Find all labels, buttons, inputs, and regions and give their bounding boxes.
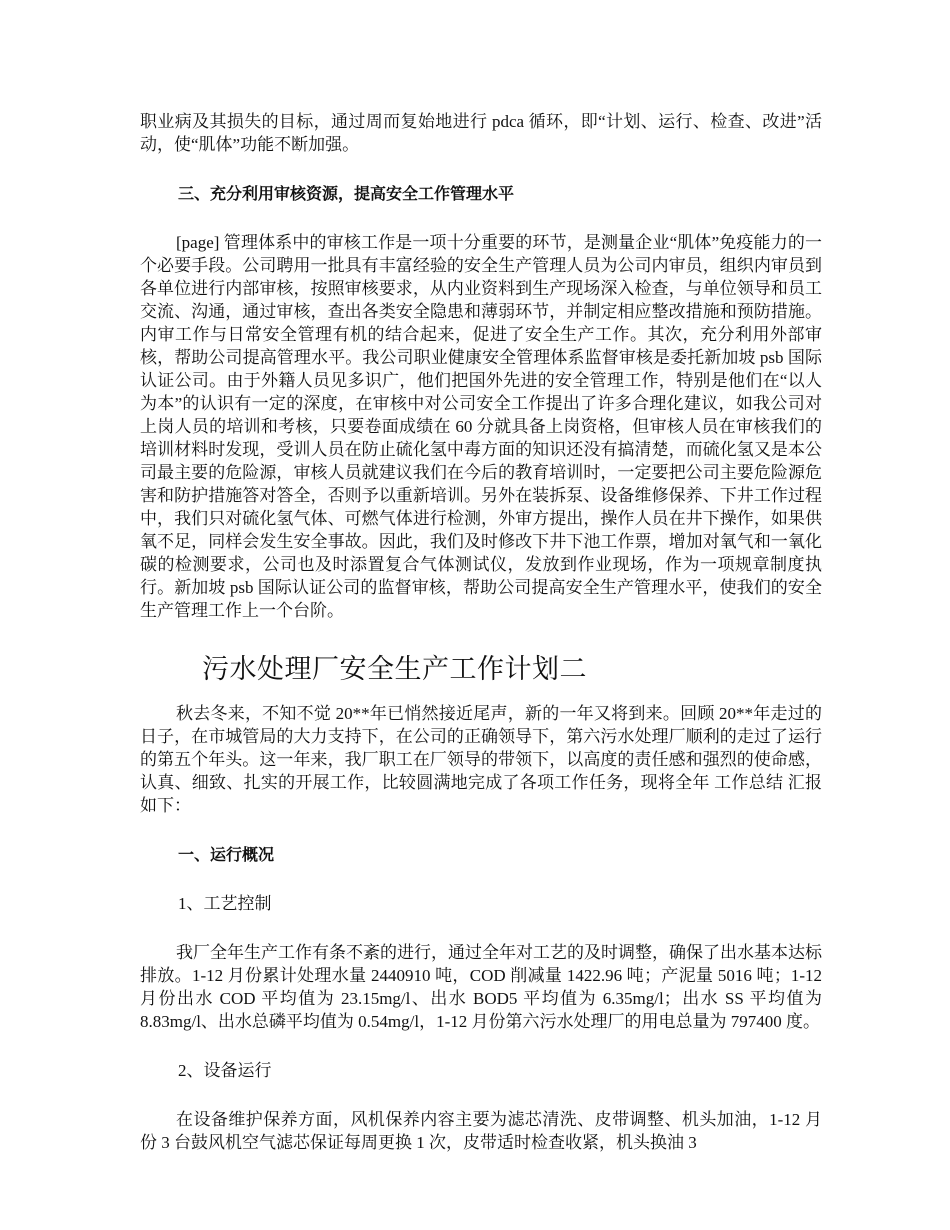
document-page bbox=[140, 110, 822, 1154]
paragraph-audit: [page] 管理体系中的审核工作是一项十分重要的环节，是测量企业“肌体”免疫能力的一个必要手段。公司聘用一批具有丰富经验的安全生产管理人员为公司内审员，组织内审员到各单位进行内部审核，按照审核要求，从内业资料到生产现场深入检查，与单位领导和员工交流、沟通，通过审核，查出各类安全隐患和薄弱环节，并制定相应整改措施和预防措施。内审工作与日常安全管理有机的结合起来，促进了安全生产工作。其次，充分利用外部审核，帮助公司提高管理水平。我公司职业健康安全管理体系监督审核是委托新加坡 psb 国际认证公司。由于外籍人员见多识广，他们把国外先进的安全管理工作，特别是他们在“以人为本”的认识有一定的深度，在审核中对公司安全工作提出了许多合理化建议，如我公司对上岗人员的培训和考核，只要卷面成绩在 60 分就具备上岗资格，但审核人员在审核我们的培训材料时发现，受训人员在防止硫化氢中毒方面的知识还没有搞清楚，而硫化氢又是本公司最主要的危险源，审核人员就建议我们在今后的教育培训时，一定要把公司主要危险源危害和防护措施答对答全，否则予以重新培训。另外在装拆泵、设备维修保养、下井工作过程中，我们只对硫化氢气体、可燃气体进行检测，外审方提出，操作人员在井下操作，如果供氧不足，同样会发生安全事故。因此，我们及时修改下井下池工作票，增加对氧气和一氧化碳的检测要求，公司也及时添置复合气体测试仪，发放到作业现场，作为一项规章制度执行。新加坡 psb 国际认证公司的监督审核，帮助公司提高安全生产管理水平，使我们的安全生产管理工作上一个台阶。 bbox=[140, 233, 822, 620]
section-heading-audit: 三、充分利用审核资源，提高安全工作管理水平 bbox=[178, 184, 515, 203]
paragraph-intro: 秋去冬来，不知不觉 20**年已悄然接近尾声，新的一年又将到来。回顾 20**年走过的日子，在市城管局的大力支持下，在公司的正确领导下，第六污水处理厂顺利的走过了运行的第五个年头。这一年来，我厂职工在厂领导的带领下，以高度的责任感和强烈的使命感，认真、细致、扎实的开展工作，比较圆满地完成了各项工作任务，现将全年 工作总结 汇报如下： bbox=[140, 704, 822, 815]
section-heading-operation: 一、运行概况 bbox=[178, 845, 275, 864]
paragraph-pdca: 职业病及其损失的目标，通过周而复始地进行 pdca 循环，即“计划、运行、检查、改进”活动，使“肌体”功能不断加强。 bbox=[140, 112, 822, 154]
paragraph-equipment: 在设备维护保养方面，风机保养内容主要为滤芯清洗、皮带调整、机头加油，1-12 月份 3 台鼓风机空气滤芯保证每周更换 1 次，皮带适时检查收紧，机头换油 3 bbox=[140, 1110, 822, 1152]
document-title: 污水处理厂安全生产工作计划二 bbox=[202, 654, 587, 685]
paragraph-process-control: 我厂全年生产工作有条不紊的进行，通过全年对工艺的及时调整，确保了出水基本达标排放。1-12 月份累计处理水量 2440910 吨，COD 削减量 1422.96 吨；产泥量 5016 吨；1-12 月份出水 COD 平均值为 23.15mg/l、出水 BOD5 平均值为 6.35mg/l；出水 SS 平均值为 8.83mg/l、出水总磷平均值为 0.54mg/l，1-12 月份第六污水处理厂的用电总量为 797400 度。 bbox=[140, 943, 822, 1031]
subheading-equipment: 2、设备运行 bbox=[178, 1061, 272, 1080]
subheading-process-control: 1、工艺控制 bbox=[178, 894, 272, 913]
